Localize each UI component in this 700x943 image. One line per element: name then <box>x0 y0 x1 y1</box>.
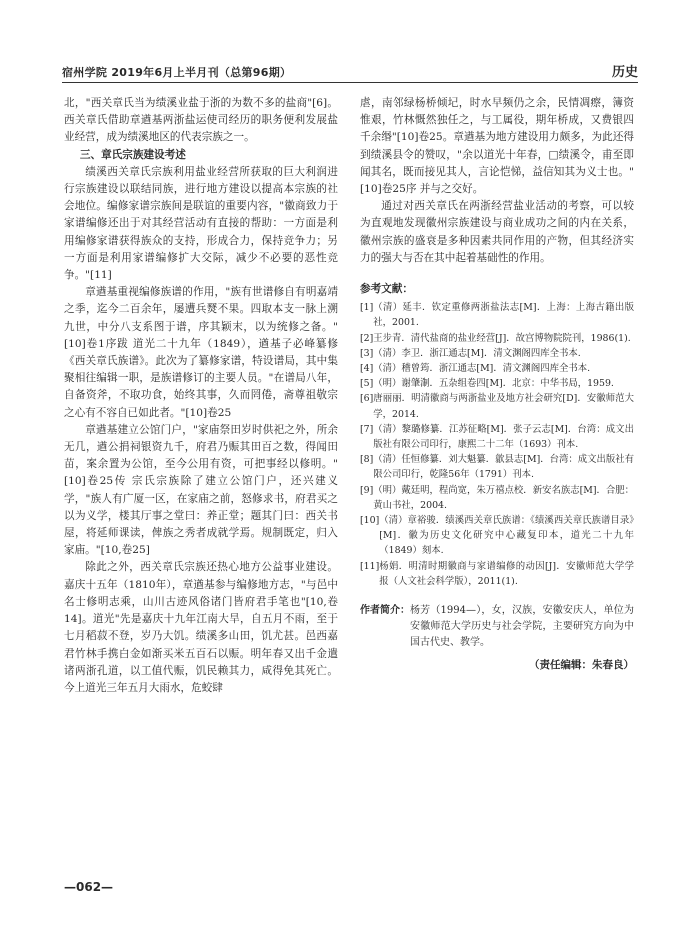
reference-item <box>360 300 634 330</box>
journal-title: 宿州学院 2019年6月上半月刊（总第96期） <box>62 66 292 79</box>
reference-text: 杨娟．明清时期徽商与家谱编修的动因[J]．安徽师范大学学报（人文社会科学版），2011(1). <box>379 560 634 587</box>
reference-item <box>360 361 634 376</box>
reference-item <box>360 331 634 346</box>
paragraph: 北，"西关章氏当为绩溪业盐于浙的为数不多的盐商"[6]。西关章氏借助章遒基两浙盐运使司经历的职务便利发展盐业经营，成为绩溪地区的代表宗族之一。 <box>64 97 338 144</box>
reference-number: [9] <box>360 484 374 496</box>
reference-item <box>360 483 634 513</box>
reference-number: [7] <box>360 423 374 435</box>
reference-number: [5] <box>360 378 374 390</box>
references-list <box>360 300 634 589</box>
running-header <box>62 58 638 83</box>
editor-note: （责任编辑：朱春良） <box>529 659 634 672</box>
reference-text: 唐丽丽．明清徽商与两浙盐业及地方社会研究[D]．安徽师范大学，2014. <box>373 393 634 420</box>
reference-number: [8] <box>360 454 374 466</box>
left-column <box>64 95 338 697</box>
reference-text: （清）黎璐修纂．江苏征略[M]．张子云志[M]．台湾：成文出版社有限公司印行，康熙二十二年（1693）刊本. <box>373 423 634 451</box>
reference-item <box>360 376 634 391</box>
right-column <box>360 95 634 674</box>
section-name: 历史 <box>611 65 638 80</box>
reference-number: [4] <box>360 363 374 375</box>
reference-number: [11] <box>360 560 380 572</box>
reference-number: [10] <box>360 515 380 527</box>
reference-item <box>360 422 634 452</box>
reference-item <box>360 452 634 482</box>
reference-number: [2] <box>360 332 374 344</box>
paragraph: 章遒基建立公馆门户，"家庙祭田岁时供祀之外，所余无几，遒公捐祠银资九千，府君乃赈其田百之数，得闻田苗，案余置为公馆，至今公用有资，可把事经以修明。"[10]卷25传 宗氏宗族除了建立公馆门户，还兴建义学，"族人有广厦一区，在家庙之前，怒修求书，府君买之以为义学，楼其厅事之堂曰：养正堂；题其门曰：西关书屋，将延师课读，俾族之秀者成就学焉。规制既定，归入家庙。"[10,卷25] <box>64 423 338 557</box>
paragraph: 除此之外，西关章氏宗族还热心地方公益事业建设。嘉庆十五年（1810年），章遒基参与编修地方志，"与邑中名士修明志乘，山川古迹风俗诸门皆府君手笔也"[10,卷14]。道光"先是嘉庆十九年江南大旱，自五月不雨，至于七月稻菽不登，岁乃大饥。绩溪多山田，饥尤甚。邑西嘉君竹林手携白金如渐买米五百石以赈。明年春又出千金遣诸两浙孔道，以工值代赈，饥民赖其力，咸得免其死亡。今上道光三年五月大雨水，危蛟肆 <box>64 561 338 694</box>
author-label: 作者简介： <box>360 605 410 617</box>
reference-item <box>360 559 634 589</box>
reference-number: [3] <box>360 347 374 359</box>
reference-text: （清）章裕骏．绩溪西关章氏族谱：《绩溪西关章氏族谱目录》[M]．徽为历史文化研究中心藏复印本，道光二十九年（1849）刻本. <box>379 515 634 557</box>
references-heading: 参考文献： <box>360 283 413 296</box>
reference-text: （清）延丰．钦定重修两浙盐法志[M]．上海：上海古籍出版社，2001. <box>373 302 634 329</box>
paragraph: 章遒基重视编修族谱的作用，"族有世谱修自有明嘉靖之季，迄今二百余年，屡遭兵燹不果。四取本支一脉上溯九世，中分八支系图于谱，序其颖末，以为统修之备。"[10]卷1序跋 道光二十九年（1849），遒基子必峰纂修《西关章氏族谱》。此次为了纂修家谱，特设谱局，其中集聚相往编辑一职，是族谱修订的主要人员。"在谱局八年，自备资斧，不取功食，始终其事，久而罔倦，斋尊祖敬宗之心有不容自已如此者。"[10]卷25 <box>64 286 338 419</box>
reference-text: （清）稽曾筠．浙江通志[M]．清文渊阁四库全书本. <box>373 363 591 375</box>
author-bio <box>360 603 634 651</box>
reference-text: （明）戴廷明，程尚宽，朱万禧点校．新安名族志[M]．合肥：黄山书社，2004. <box>373 484 634 511</box>
paragraph: 绩溪西关章氏宗族利用盐业经营所获取的巨大利润进行宗族建设以联结同族，进行地方建设以提高本宗族的社会地位。编修家谱宗族间是联谊的重要内容，"徽商致力于家谱编修还出于对其经营活动有直接的帮助：一方面是利用编修家谱获得族众的支持，形成合力，保持竞争力；另一方面是利用家谱编修扩大交际，减少不必要的恶性竞争。"[11] <box>64 165 338 282</box>
reference-text: （清）李卫．浙江通志[M]．清文渊阁四库全书本. <box>373 347 581 359</box>
reference-text: （明）谢肇淛．五杂组卷四[M]．北京：中华书局，1959. <box>373 378 614 390</box>
reference-text: （清）任恒修纂．刘大魁纂．歙县志[M]．台湾：成文出版社有限公司印行，乾隆56年（1791）刊本. <box>373 454 634 481</box>
author-text: 杨芳（1994—），女，汉族，安徽安庆人，单位为安徽师范大学历史与社会学院，主要研究方向为中国古代史、教学。 <box>410 605 634 649</box>
paragraph: 虐，南邻绿杨桥倾圮，时水早频仍之余，民情凋瘵，簿资惟艰，竹林慨然独任之，与工属役，期年桥成，又费银四千余缗"[10]卷25。章遒基为地方建设用力颇多，为此还得到绩溪县令的赞叹，"余以道光十年春，□绩溪令，甫至即闻其名，既而接见其人，言论恺悌，益信知其为义士也。"[10]卷25序 并与之交好。 <box>360 97 634 196</box>
section-heading: 三、章氏宗族建设考述 <box>79 148 186 161</box>
reference-number: [1] <box>360 302 374 314</box>
reference-number: [6] <box>360 393 374 405</box>
page-number: —062— <box>64 880 114 894</box>
paragraph: 通过对西关章氏在两浙经营盐业活动的考察，可以较为直观地发现徽州宗族建设与商业成功之间的内在关系，徽州宗族的盛衰是多种因素共同作用的产物，但其经济实力的强大与否在其中起着基础性的作用。 <box>360 200 634 264</box>
reference-item <box>360 346 634 361</box>
reference-text: 王步青．清代盐商的盐业经营[J]．故宫博物院院刊，1986(1). <box>373 332 631 344</box>
reference-item <box>360 513 634 559</box>
reference-item <box>360 391 634 421</box>
